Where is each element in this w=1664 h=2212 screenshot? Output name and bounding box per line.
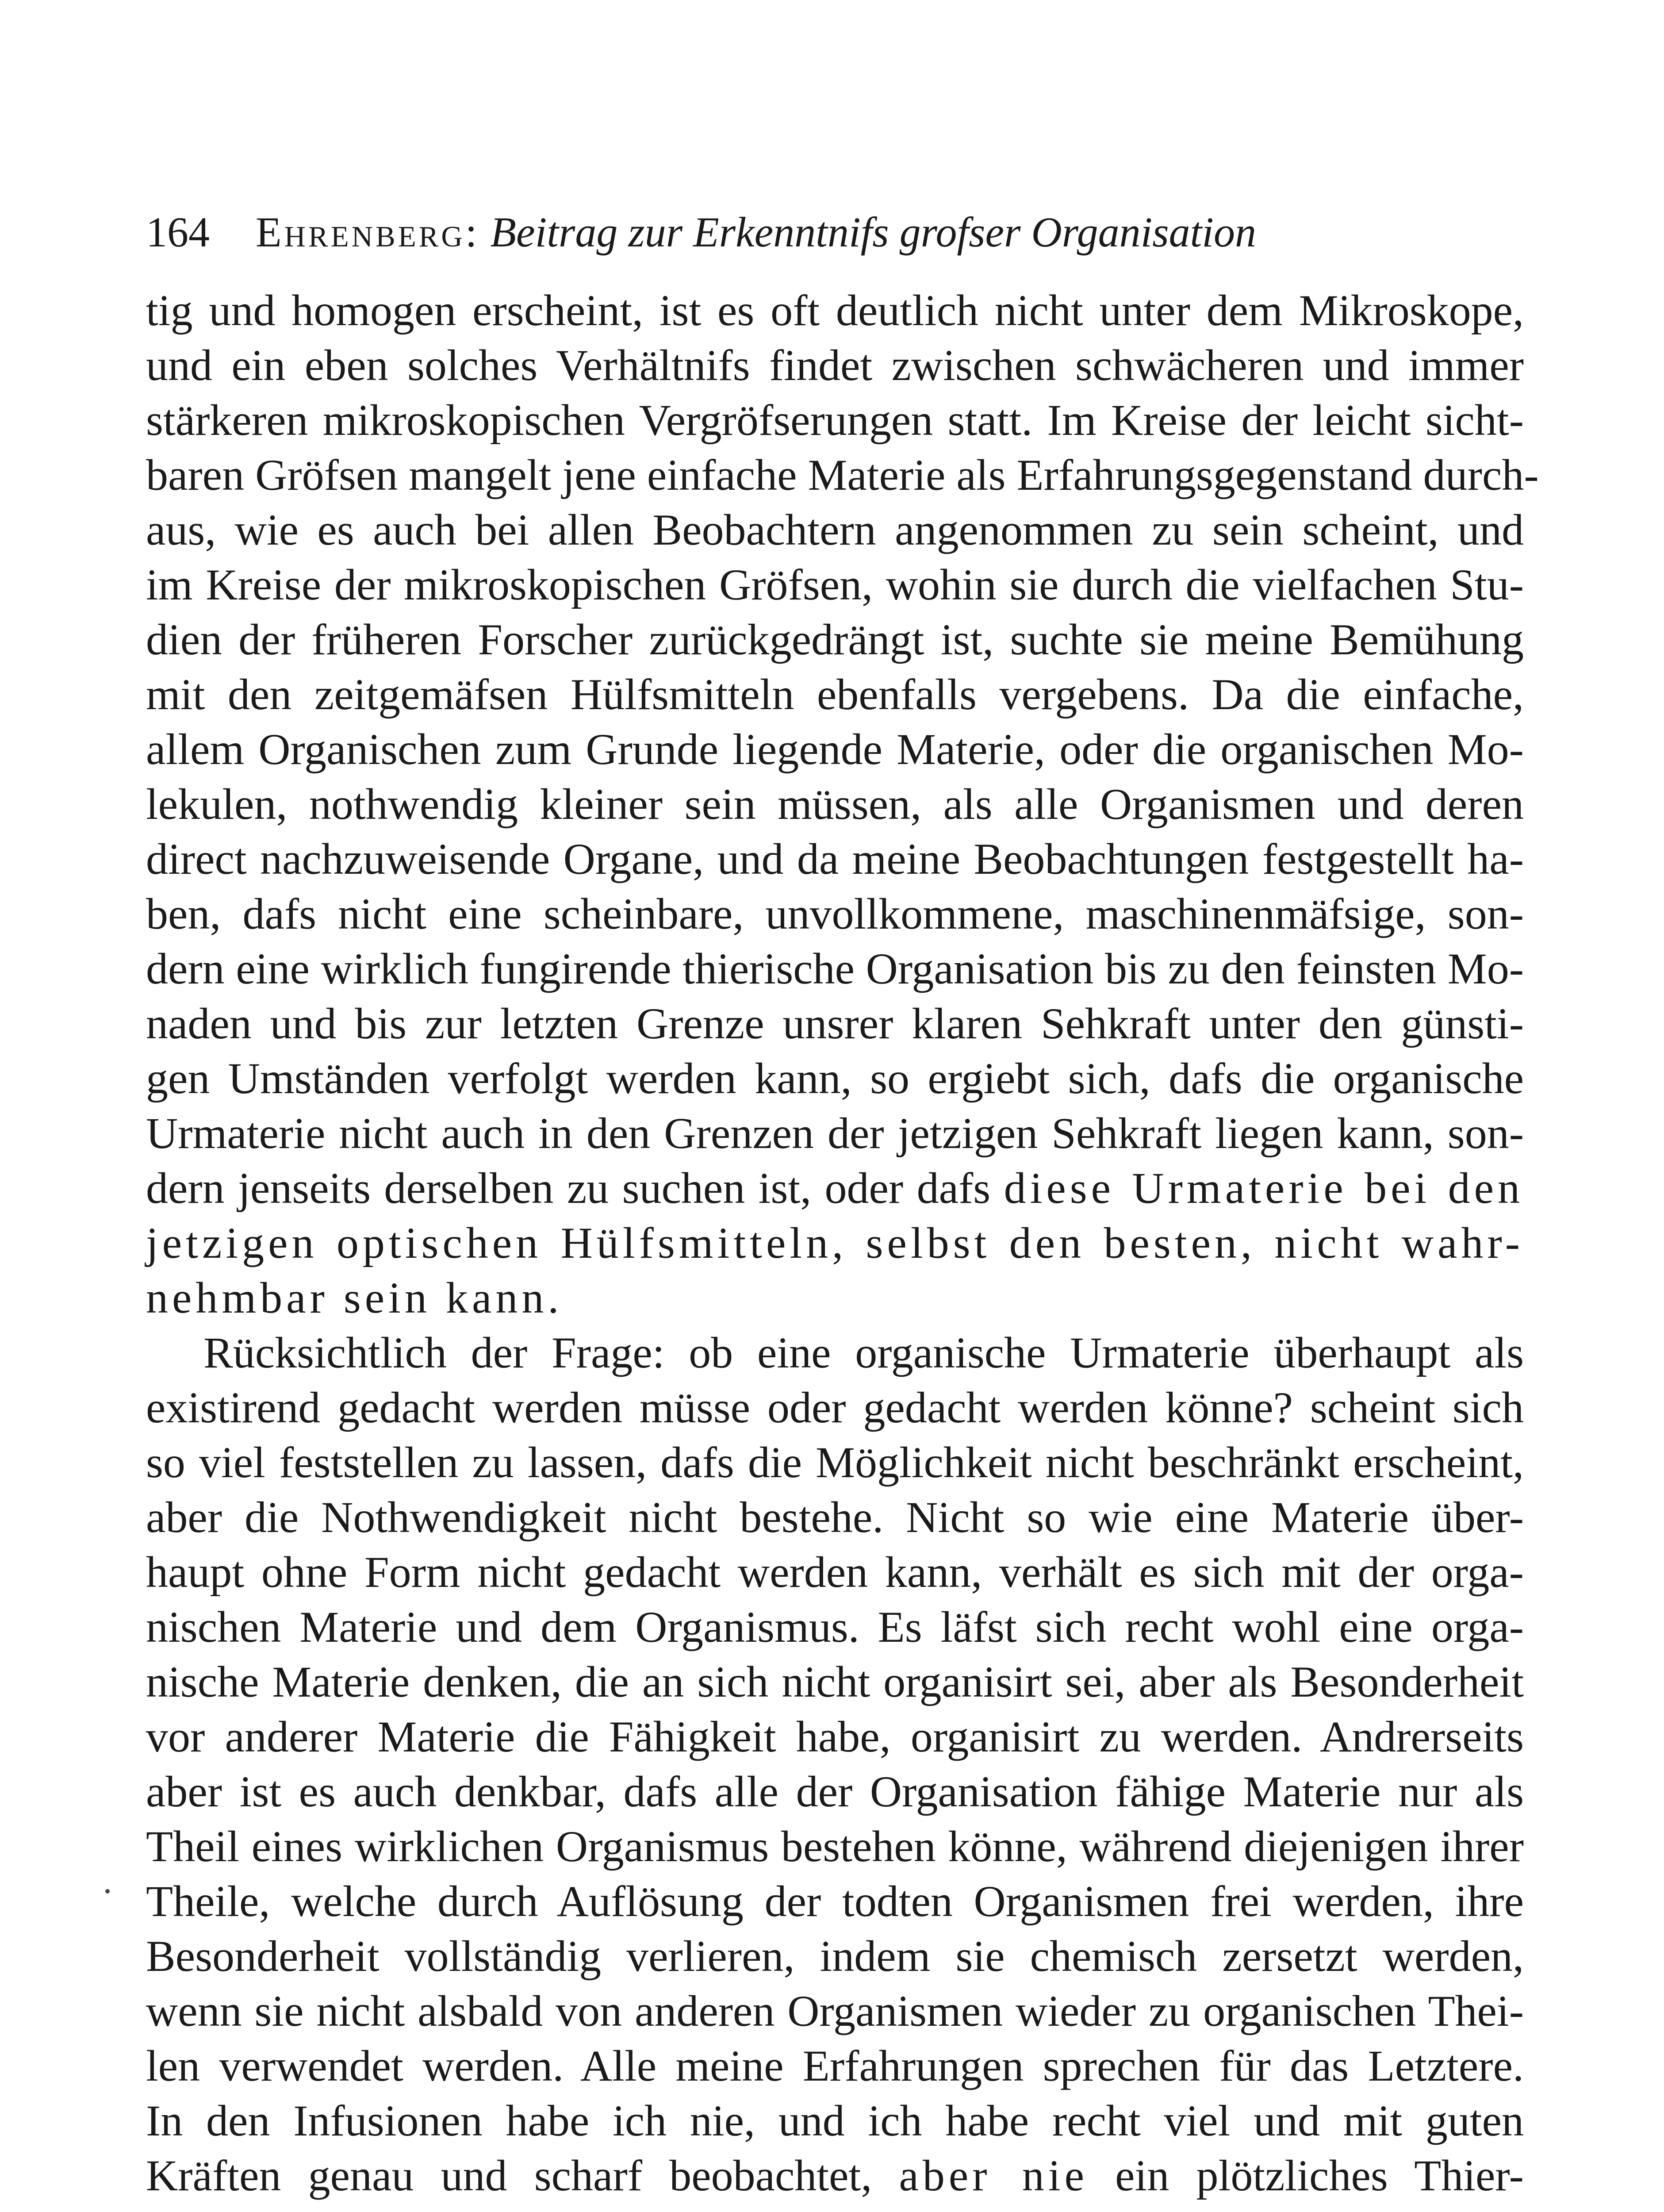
text-line: nische Materie denken, die an sich nicht organisirt sei, aber als Besonderheit (146, 1657, 1524, 1706)
emphasized-text: diese Urmaterie bei den (1004, 1164, 1524, 1213)
text-line: existirend gedacht werden müsse oder gedacht werden könne? scheint sich (146, 1383, 1524, 1432)
text-line: wenn sie nicht alsbald von anderen Organismen wieder zu organischen Thei- (146, 1986, 1524, 2035)
text-line: im Kreise der mikroskopischen Gröfsen, wohin sie durch die vielfachen Stu- (146, 560, 1524, 609)
text-line: lekulen, nothwendig kleiner sein müssen, als alle Organismen und deren (146, 780, 1524, 829)
text-line: direct nachzuweisende Organe, und da meine Beobachtungen festgestellt ha- (146, 834, 1524, 883)
text-line: stärkeren mikroskopischen Vergröfserungen statt. Im Kreise der leicht sicht- (146, 396, 1524, 445)
paragraph-1 (146, 283, 1539, 1325)
text-line: mit den zeitgemäfsen Hülfsmitteln ebenfalls vergebens. Da die einfache, (146, 670, 1524, 719)
text-line: allem Organischen zum Grunde liegende Materie, oder die organischen Mo- (146, 725, 1524, 774)
text-plain: Kräften genau und scharf beobachtet, (146, 2151, 872, 2200)
text-line: ben, dafs nicht eine scheinbare, unvollkommene, maschinenmäfsige, son- (146, 889, 1524, 938)
text-line: Urmaterie nicht auch in den Grenzen der jetzigen Sehkraft liegen kann, son- (146, 1109, 1524, 1158)
text-line: aus, wie es auch bei allen Beobachtern angenommen zu sein scheint, und (146, 505, 1524, 554)
text-line: Theile, welche durch Auflösung der todten Organismen frei werden, ihre (146, 1877, 1524, 1926)
text-line: In den Infusionen habe ich nie, und ich habe recht viel und mit guten (146, 2096, 1524, 2145)
text-line: Besonderheit vollständig verlieren, indem sie chemisch zersetzt werden, (146, 1932, 1524, 1981)
text-line: Theil eines wirklichen Organismus bestehen könne, während diejenigen ihrer (146, 1822, 1524, 1871)
text-plain: dern jenseits derselben zu suchen ist, oder dafs (146, 1164, 991, 1213)
text-line: dien der früheren Forscher zurückgedrängt ist, suchte sie meine Bemühung (146, 615, 1524, 664)
text-line: naden und bis zur letzten Grenze unsrer klaren Sehkraft unter den günsti- (146, 999, 1524, 1048)
text-line (146, 1161, 1524, 1216)
header-author: Ehrenberg: (256, 208, 480, 256)
margin-speck (105, 1889, 110, 1893)
text-line: haupt ohne Form nicht gedacht werden kann, verhält es sich mit der orga- (146, 1548, 1524, 1597)
text-line: len verwendet werden. Alle meine Erfahrungen sprechen für das Letztere. (146, 2041, 1524, 2090)
text-line: aber ist es auch denkbar, dafs alle der Organisation fähige Materie nur als (146, 1767, 1524, 1816)
emphasized-line: jetzigen optischen Hülfsmitteln, selbst den besten, nicht wahr- (146, 1218, 1524, 1267)
emphasized-line: nehmbar sein kann. (146, 1273, 563, 1322)
running-header (146, 201, 1420, 263)
text-line: und ein eben solches Verhältnifs findet zwischen schwächeren und immer (146, 341, 1524, 390)
text-line: tig und homogen erscheint, ist es oft deutlich nicht unter dem Mikroskope, (146, 286, 1524, 335)
text-line: baren Gröfsen mangelt jene einfache Materie als Erfahrungsgegenstand durch- (146, 450, 1539, 499)
emphasized-text: aber nie (899, 2151, 1088, 2200)
text-plain: ein plötzliches Thier- (1115, 2151, 1524, 2200)
page-number: 164 (146, 208, 210, 256)
text-line: nischen Materie und dem Organismus. Es läfst sich recht wohl eine orga- (146, 1602, 1524, 1651)
text-line: so viel feststellen zu lassen, dafs die Möglichkeit nicht beschränkt erscheint, (146, 1438, 1524, 1487)
text-line (146, 2148, 1524, 2203)
text-line: gen Umständen verfolgt werden kann, so ergiebt sich, dafs die organische (146, 1054, 1524, 1103)
body-text (146, 283, 1539, 2203)
text-line: aber die Nothwendigkeit nicht bestehe. Nicht so wie eine Materie über- (146, 1493, 1524, 1542)
paragraph-2 (146, 1325, 1524, 2203)
text-line: Rücksichtlich der Frage: ob eine organische Urmaterie überhaupt als (203, 1328, 1524, 1377)
text-line: vor anderer Materie die Fähigkeit habe, organisirt zu werden. Andrerseits (146, 1712, 1524, 1761)
text-line: dern eine wirklich fungirende thierische Organisation bis zu den feinsten Mo- (146, 944, 1524, 993)
header-title: Beitrag zur Erkenntnifs grofser Organisation (490, 208, 1256, 256)
